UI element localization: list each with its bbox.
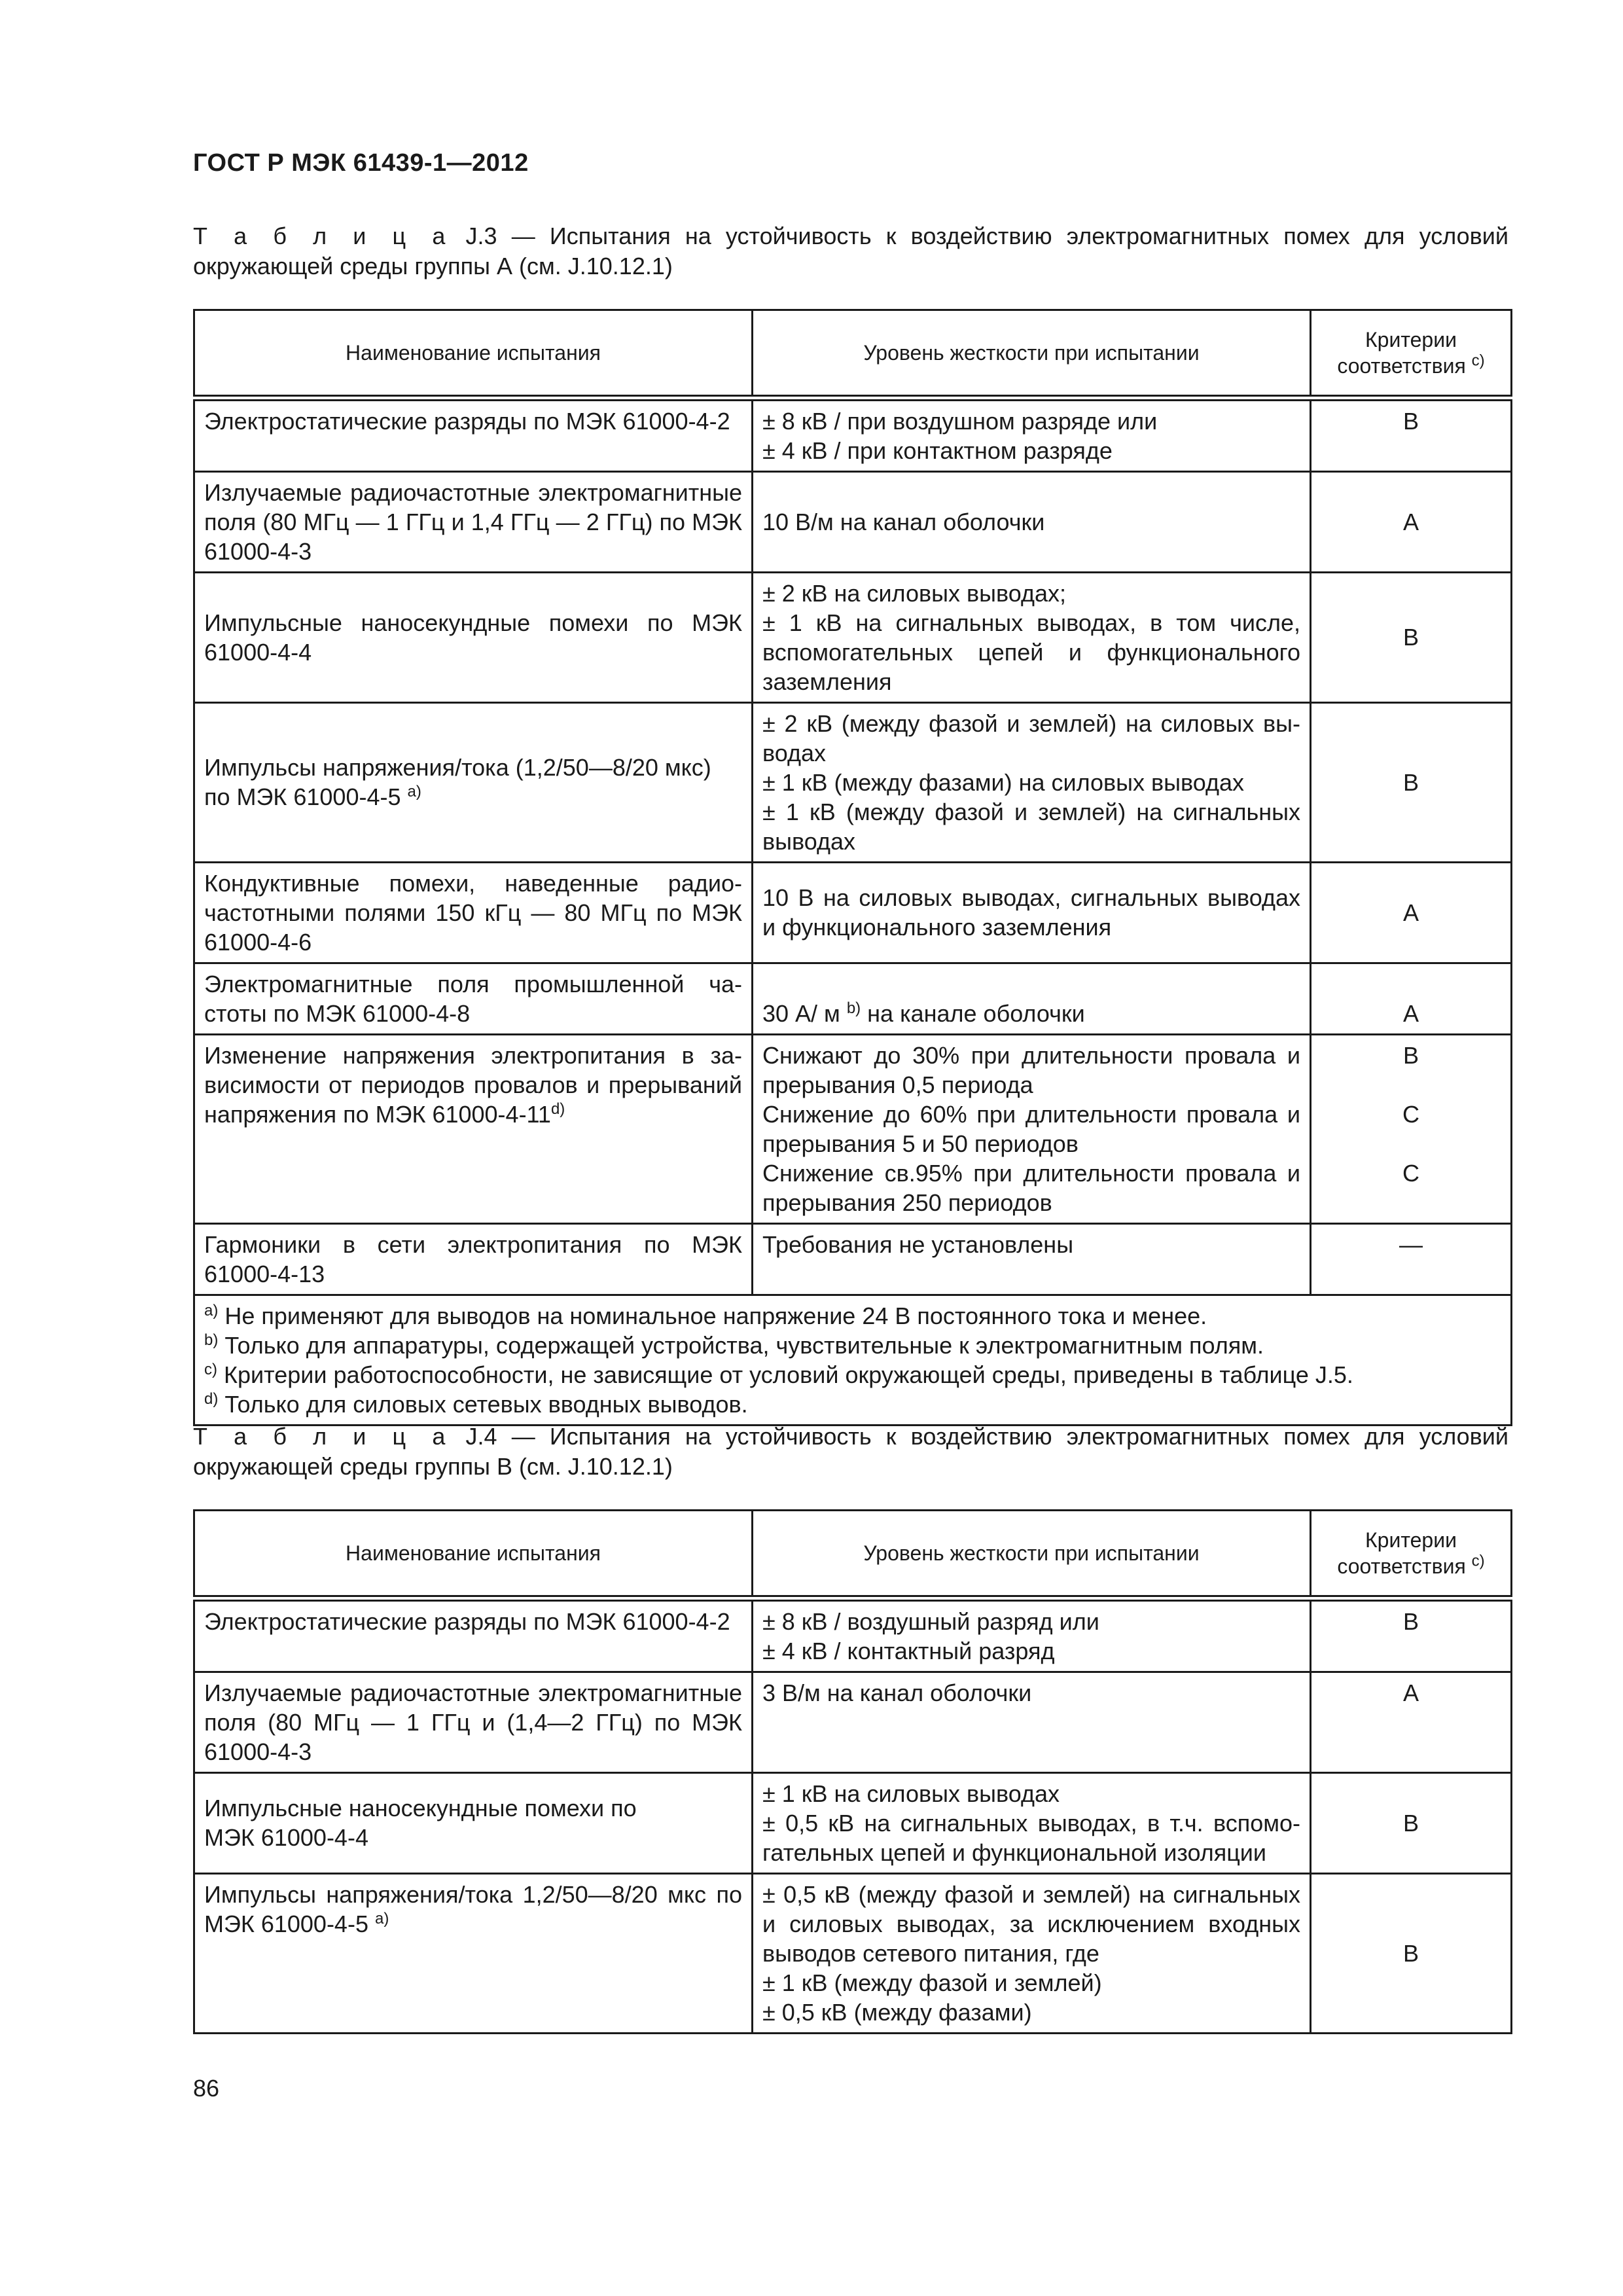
table-j3-row6-severity-prefix: 30 А/ м — [762, 999, 847, 1027]
table-j3-row8-criteria: — — [1311, 1223, 1512, 1295]
table-j3-row7-name-text: Изменение напряжения электропитания в зависимости от периодов провалов и прерываний напряжения по МЭК 61000-4-11 — [204, 1041, 742, 1128]
table-j3-row1-severity-line: ± 4 кВ / при контактном разряде — [762, 437, 1113, 464]
table-j3-note — [204, 1360, 1501, 1390]
table-j3-row8-name: Гармоники в сети электропитания по МЭК 61000-4-13 — [194, 1223, 753, 1295]
table-j3-row7-criteria-item: В — [1402, 1041, 1419, 1069]
table-j3-notes-row — [194, 1295, 1512, 1425]
table-j3-row7-severity-line: Снижают до 30% при длительности провала и прерывания 0,5 периода — [762, 1041, 1300, 1098]
table-j4-row3-severity-line: ± 0,5 кВ на сигнальных выводах, в т.ч. вспомогательных цепей и функциональной изоляции — [762, 1809, 1300, 1866]
table-j3-row1-severity-line: ± 8 кВ / при воздушном разряде или — [762, 407, 1158, 435]
table-j3-row2-name: Излучаемые радиочастотные электромагнитные поля (80 МГц — 1 ГГц и 1,4 ГГц — 2 ГГц) по МЭК 61000-4-3 — [194, 471, 753, 572]
table-row — [194, 1873, 1512, 2033]
table-j3-row4-severity-line: ± 1 кВ (между фазами) на силовых выводах — [762, 768, 1245, 796]
table-j4 — [193, 1509, 1512, 2034]
table-j3-header-criteria-sup: c) — [1471, 351, 1485, 370]
table-row — [194, 862, 1512, 963]
table-j4-header-severity: Уровень жесткости при испытании — [753, 1511, 1311, 1598]
table-j4-row1-severity-line: ± 8 кВ / воздушный разряд или — [762, 1607, 1099, 1635]
table-j4-row3-name-line: МЭК 61000-4-4 — [204, 1824, 368, 1851]
note-text: Только для аппаратуры, содержащей устройства, чувствительные к электромагнитным полям. — [218, 1331, 1264, 1359]
note-mark: b) — [204, 1331, 219, 1349]
table-row — [194, 471, 1512, 572]
table-row — [194, 1223, 1512, 1295]
table-j3-caption-text: J.3 — Испытания на устойчивость к воздействию электромагнитных помех для условий окружающей среды группы А (см. J.10.12.1) — [193, 223, 1509, 279]
table-j3-row6-severity-sup: b) — [846, 999, 861, 1017]
table-j3 — [193, 309, 1512, 1426]
table-j3-row4-severity — [753, 702, 1311, 862]
table-row — [194, 398, 1512, 472]
table-j4-row3-criteria: В — [1311, 1772, 1512, 1873]
note-text: Не применяют для выводов на номинальное напряжение 24 В постоянного тока и менее. — [218, 1302, 1207, 1329]
table-j3-row4-severity-line: ± 1 кВ (между фазой и землей) на сигнальных выводах — [762, 798, 1300, 855]
table-j4-row4-name — [194, 1873, 753, 2033]
table-j3-header-criteria — [1311, 310, 1512, 398]
table-j4-caption-prefix: Т а б л и ц а — [193, 1423, 452, 1450]
table-j3-row2-criteria: А — [1311, 471, 1512, 572]
table-j3-row6-name: Электромагнитные поля промышленной частоты по МЭК 61000-4-8 — [194, 963, 753, 1034]
table-j3-note — [204, 1331, 1501, 1360]
table-row — [194, 1034, 1512, 1223]
table-j3-row5-name: Кондуктивные помехи, наведенные радиочастотными полями 150 кГц — 80 МГц по МЭК 61000-4-6 — [194, 862, 753, 963]
table-j3-row1-name: Электростатические разряды по МЭК 61000-4-2 — [194, 398, 753, 472]
document-header: ГОСТ Р МЭК 61439-1—2012 — [193, 149, 529, 177]
table-row — [194, 702, 1512, 862]
table-j4-header-test-name: Наименование испытания — [194, 1511, 753, 1598]
table-j3-caption-prefix: Т а б л и ц а — [193, 223, 452, 249]
table-j3-header-test-name: Наименование испытания — [194, 310, 753, 398]
table-j3-row7-criteria-item: С — [1402, 1100, 1419, 1128]
table-j4-row4-severity — [753, 1873, 1311, 2033]
table-j3-row7-criteria — [1311, 1034, 1512, 1223]
table-j3-row6-severity — [753, 963, 1311, 1034]
table-j4-row3-name-line: Импульсные наносекундные помехи по — [204, 1795, 637, 1821]
table-j4-row4-name-text: Импульсы напряжения/тока 1,2/50—8/20 мкс по МЭК 61000-4-5 — [204, 1880, 742, 1937]
table-row — [194, 1598, 1512, 1672]
page-number: 86 — [193, 2075, 220, 2102]
table-j3-row3-criteria: В — [1311, 572, 1512, 702]
table-j3-row6-severity-suffix: на канале оболочки — [861, 999, 1085, 1027]
note-mark: c) — [204, 1360, 217, 1378]
table-j4-row2-name: Излучаемые радиочастотные электромагнитные поля (80 МГц — 1 ГГц и (1,4—2 ГГц) по МЭК 61000-4-3 — [194, 1672, 753, 1772]
table-j4-caption — [193, 1422, 1508, 1482]
table-j4-header-criteria-label: Критерии соответствия — [1337, 1528, 1466, 1578]
table-j4-row3-name — [194, 1772, 753, 1873]
table-j3-row4-criteria: В — [1311, 702, 1512, 862]
table-j4-row1-criteria: В — [1311, 1598, 1512, 1672]
table-j4-row2-criteria: А — [1311, 1672, 1512, 1772]
table-j3-row1-criteria: В — [1311, 398, 1512, 472]
table-j3-row8-severity: Требования не установлены — [753, 1223, 1311, 1295]
table-j4-row4-severity-line: ± 1 кВ (между фазой и землей) — [762, 1969, 1102, 1996]
table-j3-notes — [194, 1295, 1512, 1425]
table-j4-row1-name: Электростатические разряды по МЭК 61000-4-2 — [194, 1598, 753, 1672]
table-j3-row5-severity: 10 В на силовых выводах, сигнальных выводах и функционального заземления — [753, 862, 1311, 963]
table-j3-row3-name: Импульсные наносекундные помехи по МЭК 61000-4-4 — [194, 572, 753, 702]
table-j4-row3-severity — [753, 1772, 1311, 1873]
table-j3-row3-severity — [753, 572, 1311, 702]
table-j3-row7-severity — [753, 1034, 1311, 1223]
table-j3-caption — [193, 221, 1508, 281]
note-text: Критерии работоспособности, не зависящие от условий окружающей среды, приведены в таблице J.5. — [217, 1361, 1353, 1388]
table-j4-header-criteria — [1311, 1511, 1512, 1598]
table-j3-row7-name-sup: d) — [550, 1100, 565, 1118]
table-j3-note — [204, 1390, 1501, 1419]
note-mark: d) — [204, 1390, 219, 1408]
table-j3-row3-severity-line: ± 2 кВ на силовых выводах; — [762, 579, 1066, 607]
table-j3-row7-criteria-item: С — [1402, 1159, 1419, 1187]
note-mark: а) — [204, 1301, 219, 1319]
table-j4-row3-severity-line: ± 1 кВ на силовых выводах — [762, 1780, 1060, 1807]
table-row — [194, 963, 1512, 1034]
table-j4-row2-severity: 3 В/м на канал оболочки — [753, 1672, 1311, 1772]
table-row — [194, 1772, 1512, 1873]
table-j4-row1-severity — [753, 1598, 1311, 1672]
table-j3-header-criteria-label: Критерии соответствия — [1337, 327, 1466, 378]
table-j4-row4-name-sup: а) — [374, 1909, 389, 1928]
table-j3-row4-name-text: Импульсы напряжения/тока (1,2/50—8/20 мкс) по МЭК 61000-4-5 — [204, 754, 711, 810]
table-j4-row4-severity-line: ± 0,5 кВ (между фазой и землей) на сигнальных и силовых выводах, за исключением входных выводов сетевого питания, где — [762, 1880, 1300, 1967]
table-j4-caption-text: J.4 — Испытания на устойчивость к воздействию электромагнитных помех для условий окружающей среды группы В (см. J.10.12.1) — [193, 1423, 1509, 1480]
table-j4-row1-severity-line: ± 4 кВ / контактный разряд — [762, 1637, 1055, 1664]
table-j3-row7-severity-line: Снижение до 60% при длительности провала и прерывания 5 и 50 периодов — [762, 1100, 1300, 1157]
table-j4-row4-criteria: В — [1311, 1873, 1512, 2033]
table-j3-row6-criteria: А — [1311, 963, 1512, 1034]
table-j3-row4-severity-line: ± 2 кВ (между фазой и землей) на силовых выводах — [762, 709, 1300, 766]
table-j3-row5-criteria: А — [1311, 862, 1512, 963]
table-j3-row1-severity — [753, 398, 1311, 472]
table-j3-row4-name — [194, 702, 753, 862]
table-row — [194, 1672, 1512, 1772]
table-j3-note — [204, 1301, 1501, 1331]
table-j4-row4-severity-line: ± 0,5 кВ (между фазами) — [762, 1998, 1032, 2026]
table-j3-row7-severity-line: Снижение св.95% при длительности провала и прерывания 250 периодов — [762, 1159, 1300, 1216]
table-j3-header-severity: Уровень жесткости при испытании — [753, 310, 1311, 398]
table-j3-row2-severity: 10 В/м на канал оболочки — [753, 471, 1311, 572]
table-j3-row4-name-sup: а) — [407, 783, 421, 800]
table-j3-row3-severity-line: ± 1 кВ на сигнальных выводах, в том числе, вспомогательных цепей и функционального заземления — [762, 609, 1300, 695]
table-j4-header-criteria-sup: c) — [1471, 1552, 1485, 1570]
table-j3-row7-name — [194, 1034, 753, 1223]
table-row — [194, 572, 1512, 702]
note-text: Только для силовых сетевых вводных выводов. — [218, 1390, 748, 1418]
